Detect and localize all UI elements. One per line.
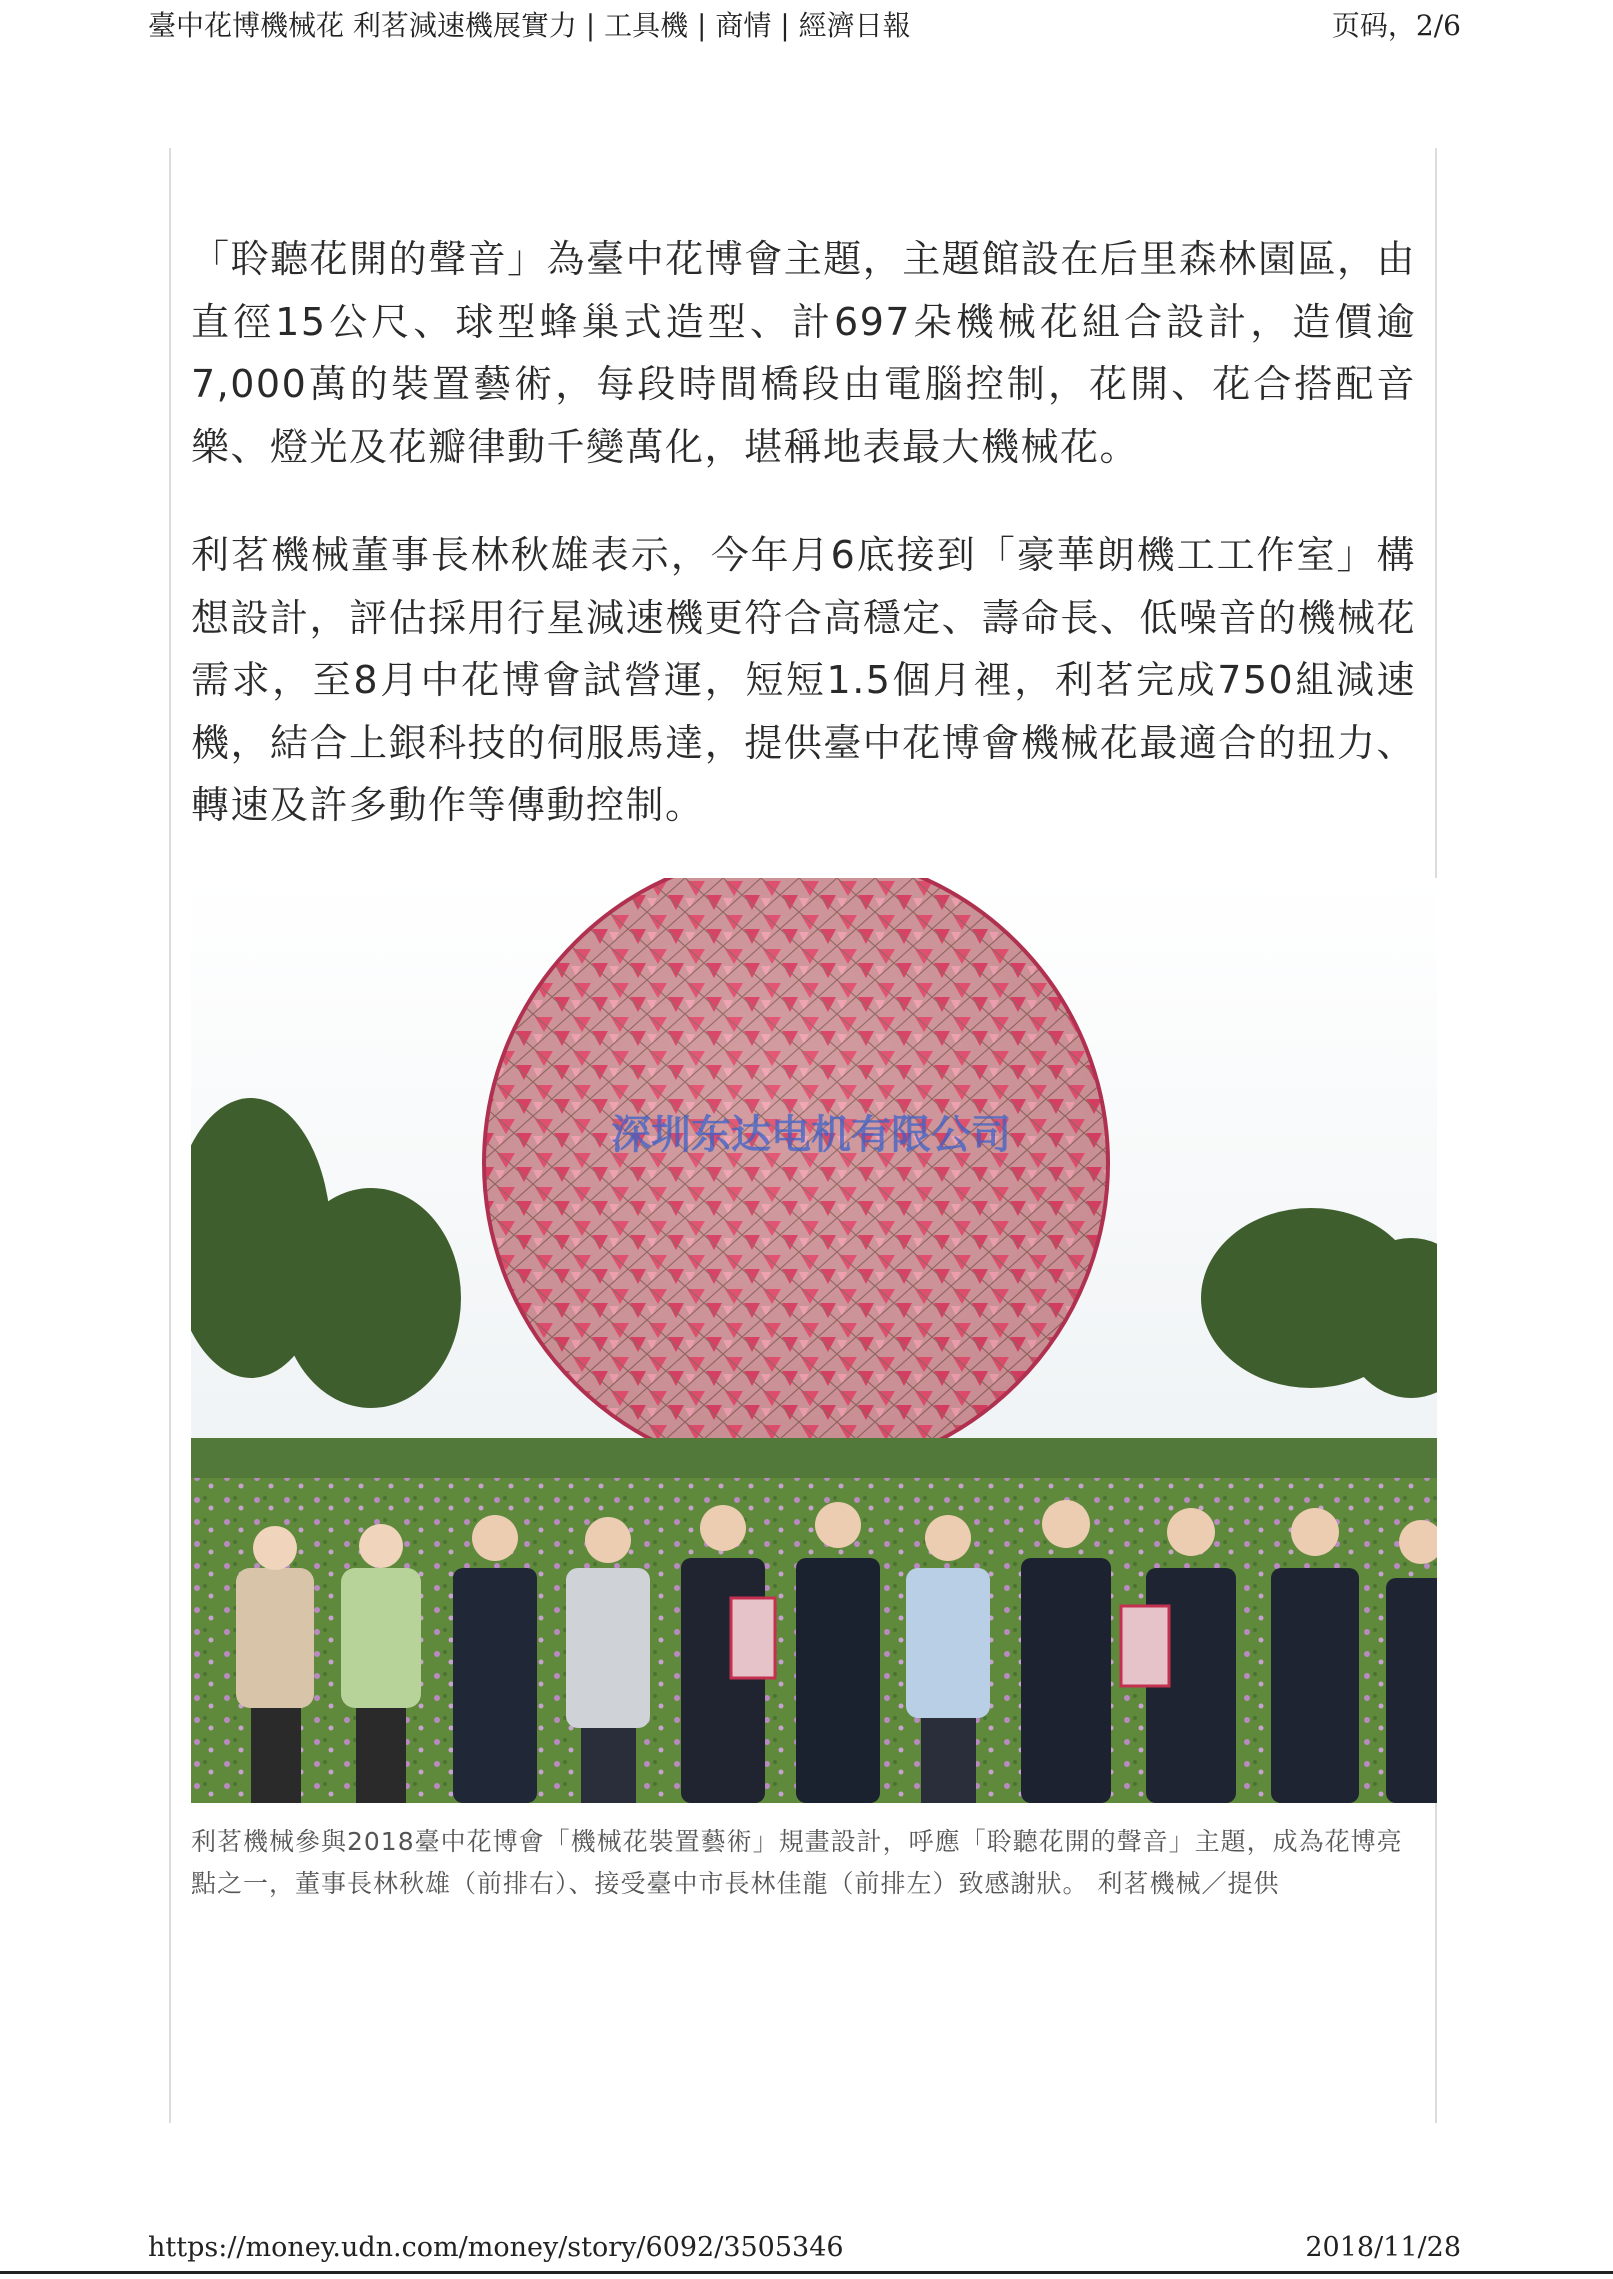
photo-watermark: 深圳东达电机有限公司	[611, 1112, 1011, 1158]
article-photo	[191, 878, 1437, 1803]
page-indicator: 页码，2/6	[1331, 9, 1461, 42]
document-title: 臺中花博機械花 利茗減速機展實力 | 工具機 | 商情 | 經濟日報	[148, 9, 911, 42]
print-date: 2018/11/28	[1305, 2232, 1461, 2263]
print-header	[148, 4, 1461, 44]
article-paragraph-2: 利茗機械董事長林秋雄表示，今年月6底接到「豪華朗機工工作室」構想設計，評估採用行星減速機更符合高穩定、壽命長、低噪音的機械花需求，至8月中花博會試營運，短短1.5個月裡，利茗完成750組減速機，結合上銀科技的伺服馬達，提供臺中花博會機械花最適合的扭力、轉速及許多動作等傳動控制。	[191, 533, 1416, 827]
source-url: https://money.udn.com/money/story/6092/3505346	[148, 2232, 844, 2263]
photo-caption: 利茗機械參與2018臺中花博會「機械花裝置藝術」規畫設計，呼應「聆聽花開的聲音」主題，成為花博亮點之一，董事長林秋雄（前排右）、接受臺中市長林佳龍（前排左）致感謝狀。 利茗機械／提供	[191, 1827, 1403, 1898]
article-body	[191, 228, 1416, 883]
article-paragraph-1: 「聆聽花開的聲音」為臺中花博會主題，主題館設在后里森林園區，由直徑15公尺、球型蜂巢式造型、計697朵機械花組合設計，造價逾7,000萬的裝置藝術，每段時間橋段由電腦控制，花開、花合搭配音樂、燈光及花瓣律動千變萬化，堪稱地表最大機械花。	[191, 237, 1416, 469]
bottom-rule	[0, 2271, 1613, 2274]
print-footer	[148, 2232, 1461, 2268]
